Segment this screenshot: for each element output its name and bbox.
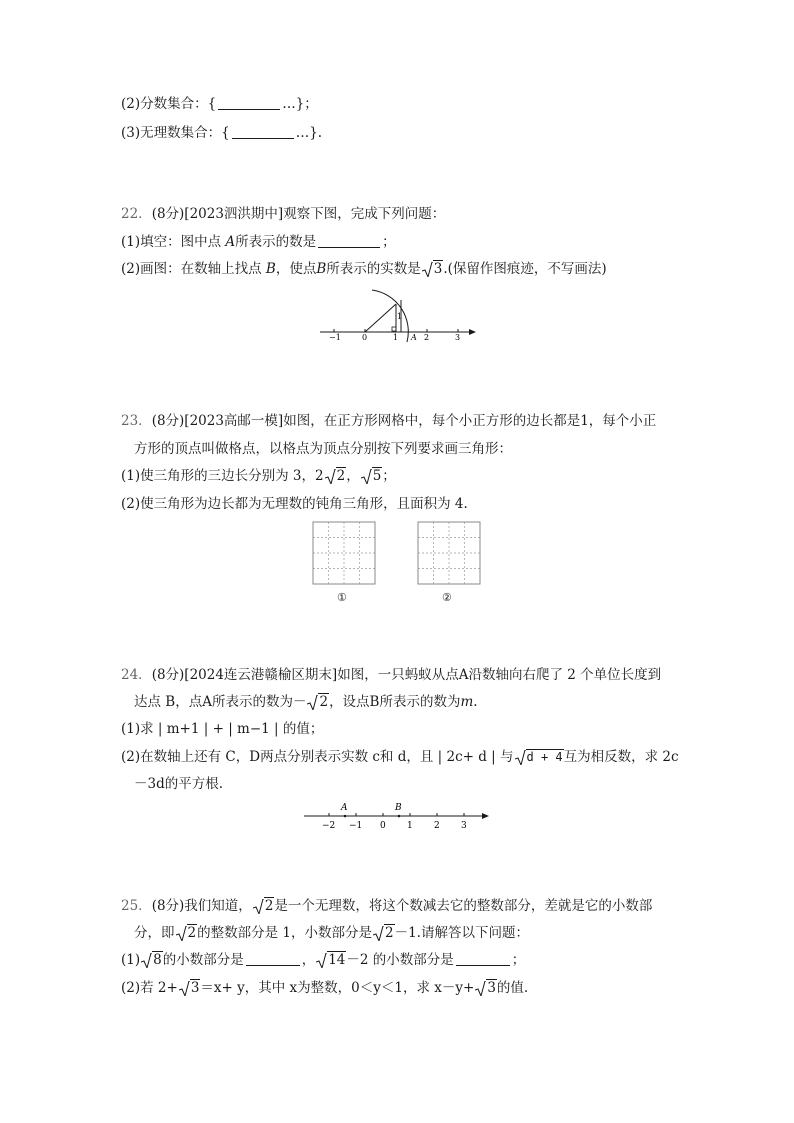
answer-blank[interactable] xyxy=(232,126,294,139)
point-label-a: A xyxy=(411,333,417,342)
q24-heading: 24．(8分)[2024连云港赣榆区期末]如图，一只蚂蚁从点A沿数轴向右爬了 2 个单位长度到 xyxy=(121,667,662,683)
q25-part2: (2)若 2+ 3＝x+ y，其中 x为整数，0＜y＜1，求 x－y+ 3的值. xyxy=(121,980,529,996)
tick-label: 2 xyxy=(424,333,430,342)
sqrt-symbol: 3 xyxy=(475,979,497,997)
q24-part2-line2: －3d的平方根. xyxy=(134,776,224,792)
tick-label: −1 xyxy=(329,333,341,342)
q23-heading-line2: 方形的顶点叫做格点，以格点为顶点分别按下列要求画三角形： xyxy=(134,441,512,457)
q24-heading-line2: 达点 B，点A所表示的数为－ 2，设点B所表示的数为m. xyxy=(134,694,478,710)
tick-label: −1 xyxy=(349,821,363,831)
tick-label: −2 xyxy=(322,821,336,831)
axis-arrow-icon xyxy=(469,329,476,335)
tick-label: 3 xyxy=(455,333,461,342)
compass-arc xyxy=(372,290,408,342)
sqrt-symbol: 2 xyxy=(325,467,347,485)
q21-part3: (3)无理数集合：{ …}. xyxy=(121,125,323,141)
grid-2 xyxy=(417,521,483,587)
point-b-dot xyxy=(398,815,401,818)
sqrt-symbol: 5 xyxy=(361,467,383,485)
q22-part1: (1)填空：图中点 A所表示的数是 ； xyxy=(121,234,396,250)
q23-part1: (1)使三角形的三边长分别为 3，2 2， 5； xyxy=(121,468,396,484)
q24-number-line-figure xyxy=(302,799,492,833)
q23-heading: 23．(8分)[2023高邮一模]如图，在正方形网格中，每个小正方形的边长都是1，每个小正 xyxy=(121,413,657,429)
point-label-a: A xyxy=(341,803,348,813)
grid-1 xyxy=(312,521,378,587)
sqrt-symbol: d + 4 xyxy=(515,748,564,766)
sqrt-symbol: 8 xyxy=(141,951,163,969)
tick-label: 1 xyxy=(393,333,399,342)
tick-label: 2 xyxy=(434,821,440,831)
point-label-b: B xyxy=(395,803,402,813)
tick-label: 3 xyxy=(461,821,467,831)
sqrt-symbol: 2 xyxy=(253,897,275,915)
q25-heading-line2: 分，即 2的整数部分是 1，小数部分是 2－1.请解答以下问题： xyxy=(134,925,529,941)
q22-number-line-figure xyxy=(316,282,480,344)
q24-part1: (1)求 | m+1 | + | m−1 | 的值； xyxy=(121,721,324,737)
answer-blank[interactable] xyxy=(318,235,380,248)
q25-part1: (1) 8的小数部分是 ， 14－2 的小数部分是 ； xyxy=(121,952,526,968)
q22-heading: 22．(8分)[2023泗洪期中]观察下图，完成下列问题： xyxy=(121,206,446,222)
sqrt-symbol: 3 xyxy=(179,979,201,997)
segment-label: 1 xyxy=(397,312,403,321)
q24-part2: (2)在数轴上还有 C，D两点分别表示实数 c和 d，且 | 2c+ d | 与 d + 4互为相反数，求 2c xyxy=(121,749,679,765)
right-angle-mark xyxy=(392,327,396,331)
hypotenuse xyxy=(365,304,396,332)
tick-label: 0 xyxy=(380,821,386,831)
q21-part2: (2)分数集合：{ …}； xyxy=(121,96,318,112)
point-a-dot xyxy=(344,815,347,818)
answer-blank[interactable] xyxy=(456,953,510,966)
sqrt-symbol: 2 xyxy=(373,924,395,942)
answer-blank[interactable] xyxy=(246,953,300,966)
q22-part2: (2)画图：在数轴上找点 B，使点B所表示的实数是 3.(保留作图痕迹，不写画法) xyxy=(121,261,607,277)
tick-label: 0 xyxy=(362,333,368,342)
q25-heading: 25．(8分)我们知道， 2是一个无理数，将这个数减去它的整数部分，差就是它的小数部 xyxy=(121,898,653,914)
sqrt-symbol: 3 xyxy=(422,260,444,278)
tick-label: 1 xyxy=(407,821,413,831)
answer-blank[interactable] xyxy=(218,97,280,110)
grid-1-label: ① xyxy=(337,591,347,604)
grid-2-label: ② xyxy=(442,591,452,604)
sqrt-symbol: 14 xyxy=(316,951,346,969)
sqrt-symbol: 2 xyxy=(176,924,198,942)
q23-part2: (2)使三角形为边长都为无理数的钝角三角形，且面积为 4. xyxy=(121,496,468,512)
axis-arrow-icon xyxy=(482,813,489,819)
sqrt-symbol: 2 xyxy=(307,693,329,711)
